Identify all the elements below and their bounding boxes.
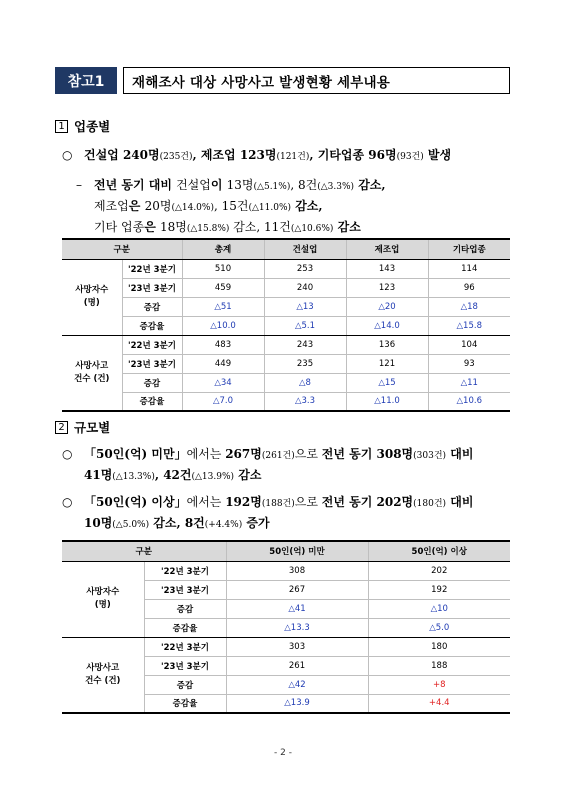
table-row [62,259,510,278]
section-heading-2 [55,418,110,436]
table-cell: △7.0 [182,392,264,411]
text-run: 으로 [294,495,322,509]
text-run: (261건) [261,451,295,461]
text-run: (235건) [159,152,193,162]
table-cell: 303 [226,637,368,656]
row-label: '22년 3분기 [122,335,182,354]
text-run: 전년 동기 대비 [94,178,177,192]
text-run: 10명 [84,516,113,530]
text-run: (△13.3%) [112,472,155,482]
table-cell: △13.3 [226,618,368,637]
text-run: 증가 [242,516,270,530]
text-run: (121건) [276,152,310,162]
row-label: 증감율 [144,694,226,713]
text-run: 제조업 [94,199,129,213]
table-cell: △10 [368,599,510,618]
table-cell: +8 [368,675,510,694]
table-row [62,297,510,316]
row-label: '22년 3분기 [144,561,226,580]
table-cell: 261 [226,656,368,675]
table-cell: △34 [182,373,264,392]
column-header: 구분 [62,541,226,561]
text-run: 대비 [446,495,474,509]
table-cell: 253 [264,259,346,278]
column-header: 50인(억) 이상 [368,541,510,561]
text-run: 기타 업종 [94,220,145,234]
row-label: '23년 3분기 [144,580,226,599]
text-run: , 15건 [213,199,249,213]
text-run: 대비 [446,447,474,461]
text-run: 「50인(억) 미만」 [84,447,187,461]
table-cell: 235 [264,354,346,373]
table-cell: 510 [182,259,264,278]
text-run: (△15.8%) [186,224,230,234]
text-run: 에서는 [186,447,226,461]
table-cell: 93 [428,354,510,373]
table-row [62,373,510,392]
column-header: 50인(억) 미만 [226,541,368,561]
table-cell: △3.3 [264,392,346,411]
table-cell: △20 [346,297,428,316]
row-label: 증감율 [122,392,182,411]
row-label: '23년 3분기 [122,278,182,297]
bullet-marker: ○ [62,447,73,461]
table-cell: 123 [346,278,428,297]
row-label: '23년 3분기 [122,354,182,373]
title-tag: 참고1 [55,67,117,94]
column-header: 제조업 [346,239,428,259]
text-run: 18명 [159,220,187,234]
table-cell: 240 [264,278,346,297]
table-cell: △10.0 [182,316,264,335]
page-number: - 2 - [274,748,292,758]
table-cell: 121 [346,354,428,373]
text-run: 13명 [226,178,254,192]
text-run: 감소, [354,178,386,192]
table-cell: △14.0 [346,316,428,335]
table-cell: 188 [368,656,510,675]
row-label: '23년 3분기 [144,656,226,675]
table-cell: △42 [226,675,368,694]
column-header: 구분 [62,239,182,259]
text-run: , 제조업 123명 [192,148,277,162]
text-run: (△5.1%) [253,182,291,192]
section-number-2: 2 [55,421,68,434]
column-header: 총계 [182,239,264,259]
bullet-marker: ○ [62,495,73,509]
text-run: 「50인(억) 이상」 [84,495,187,509]
column-header: 건설업 [264,239,346,259]
table-cell: △10.6 [428,392,510,411]
table-row [62,354,510,373]
text-run: (180건) [413,499,447,509]
bullet-marker: ○ [62,148,73,162]
row-label: '22년 3분기 [122,259,182,278]
row-label: 증감 [144,675,226,694]
row-group-label: 사망사고 건수 (건) [62,637,144,713]
text-run: (△11.0%) [248,203,292,213]
text-run: , 기타업종 96명 [309,148,397,162]
text-run: , 8건 [290,178,318,192]
row-label: 증감율 [144,618,226,637]
text-run: (△10.6%) [290,224,334,234]
text-run: 건설업 [176,178,211,192]
text-run: 발생 [423,148,452,162]
text-run: 으로 [294,447,322,461]
row-label: 증감율 [122,316,182,335]
table-cell: △11 [428,373,510,392]
table-cell: 308 [226,561,368,580]
table-cell: △13 [264,297,346,316]
table-cell: 114 [428,259,510,278]
text-run: 전년 동기 308명 [321,447,414,461]
text-run: 감소 [234,468,262,482]
table-row [62,335,510,354]
table-cell: 243 [264,335,346,354]
text-run: 267명 [225,447,262,461]
text-run: (188건) [261,499,295,509]
table-cell: 449 [182,354,264,373]
row-group-label: 사망자수 (명) [62,561,144,637]
text-run: 감소 [333,220,361,234]
size-table [62,540,510,714]
text-run: (+4.4%) [204,520,243,530]
section2-paragraph-1 [62,445,473,487]
text-run: 전년 동기 202명 [321,495,414,509]
text-run: 20명 [144,199,172,213]
table-cell: △8 [264,373,346,392]
text-run: 41명 [84,468,113,482]
table-cell: 180 [368,637,510,656]
table-cell: 267 [226,580,368,599]
text-run: (△13.9%) [191,472,235,482]
table-cell: 192 [368,580,510,599]
section-heading-1 [55,117,110,135]
table-cell: △5.1 [264,316,346,335]
table-cell: 483 [182,335,264,354]
text-run: 에서는 [186,495,226,509]
table-cell: 136 [346,335,428,354]
text-run: 감소, 8건 [149,516,205,530]
table-cell: △51 [182,297,264,316]
table-cell: △11.0 [346,392,428,411]
section-label-1: 업종별 [74,119,111,134]
section2-paragraph-2 [62,493,473,535]
table-row [62,316,510,335]
table-cell: 96 [428,278,510,297]
table-cell: △15 [346,373,428,392]
table-row [62,392,510,411]
row-label: 증감 [122,297,182,316]
row-group-label: 사망사고 건수 (건) [62,335,122,411]
row-group-label: 사망자수 (명) [62,259,122,335]
text-run: 건설업 240명 [84,148,160,162]
table-row [62,278,510,297]
row-label: 증감 [122,373,182,392]
table-cell: 104 [428,335,510,354]
text-run: 192명 [225,495,262,509]
table-cell: △5.0 [368,618,510,637]
text-run: 감소, [291,199,323,213]
title-bar [55,67,510,94]
text-run: (303건) [413,451,447,461]
text-run: (△5.0%) [112,520,150,530]
text-run: 은 [144,220,160,234]
row-label: 증감 [144,599,226,618]
section1-sub-paragraph [76,176,386,239]
table-row [62,561,510,580]
section-number-1: 1 [55,120,68,133]
text-run: (93건) [396,152,424,162]
dash-marker: – [76,178,82,192]
column-header: 기타업종 [428,239,510,259]
table-cell: 459 [182,278,264,297]
table-cell: +4.4 [368,694,510,713]
section-label-2: 규모별 [74,420,111,435]
table-cell: △15.8 [428,316,510,335]
table-cell: 202 [368,561,510,580]
text-run: , 42건 [154,468,192,482]
table-cell: △18 [428,297,510,316]
text-run: 이 [210,178,227,192]
table-cell: 143 [346,259,428,278]
text-run: (△3.3%) [317,182,355,192]
text-run: 감소, 11건 [229,220,291,234]
text-run: (△14.0%) [171,203,214,213]
table-cell: △41 [226,599,368,618]
section1-bullet-paragraph [62,146,451,167]
row-label: '22년 3분기 [144,637,226,656]
table-cell: △13.9 [226,694,368,713]
page-title: 재해조사 대상 사망사고 발생현황 세부내용 [123,67,510,94]
text-run: 은 [128,199,145,213]
industry-table [62,238,510,412]
table-row [62,637,510,656]
